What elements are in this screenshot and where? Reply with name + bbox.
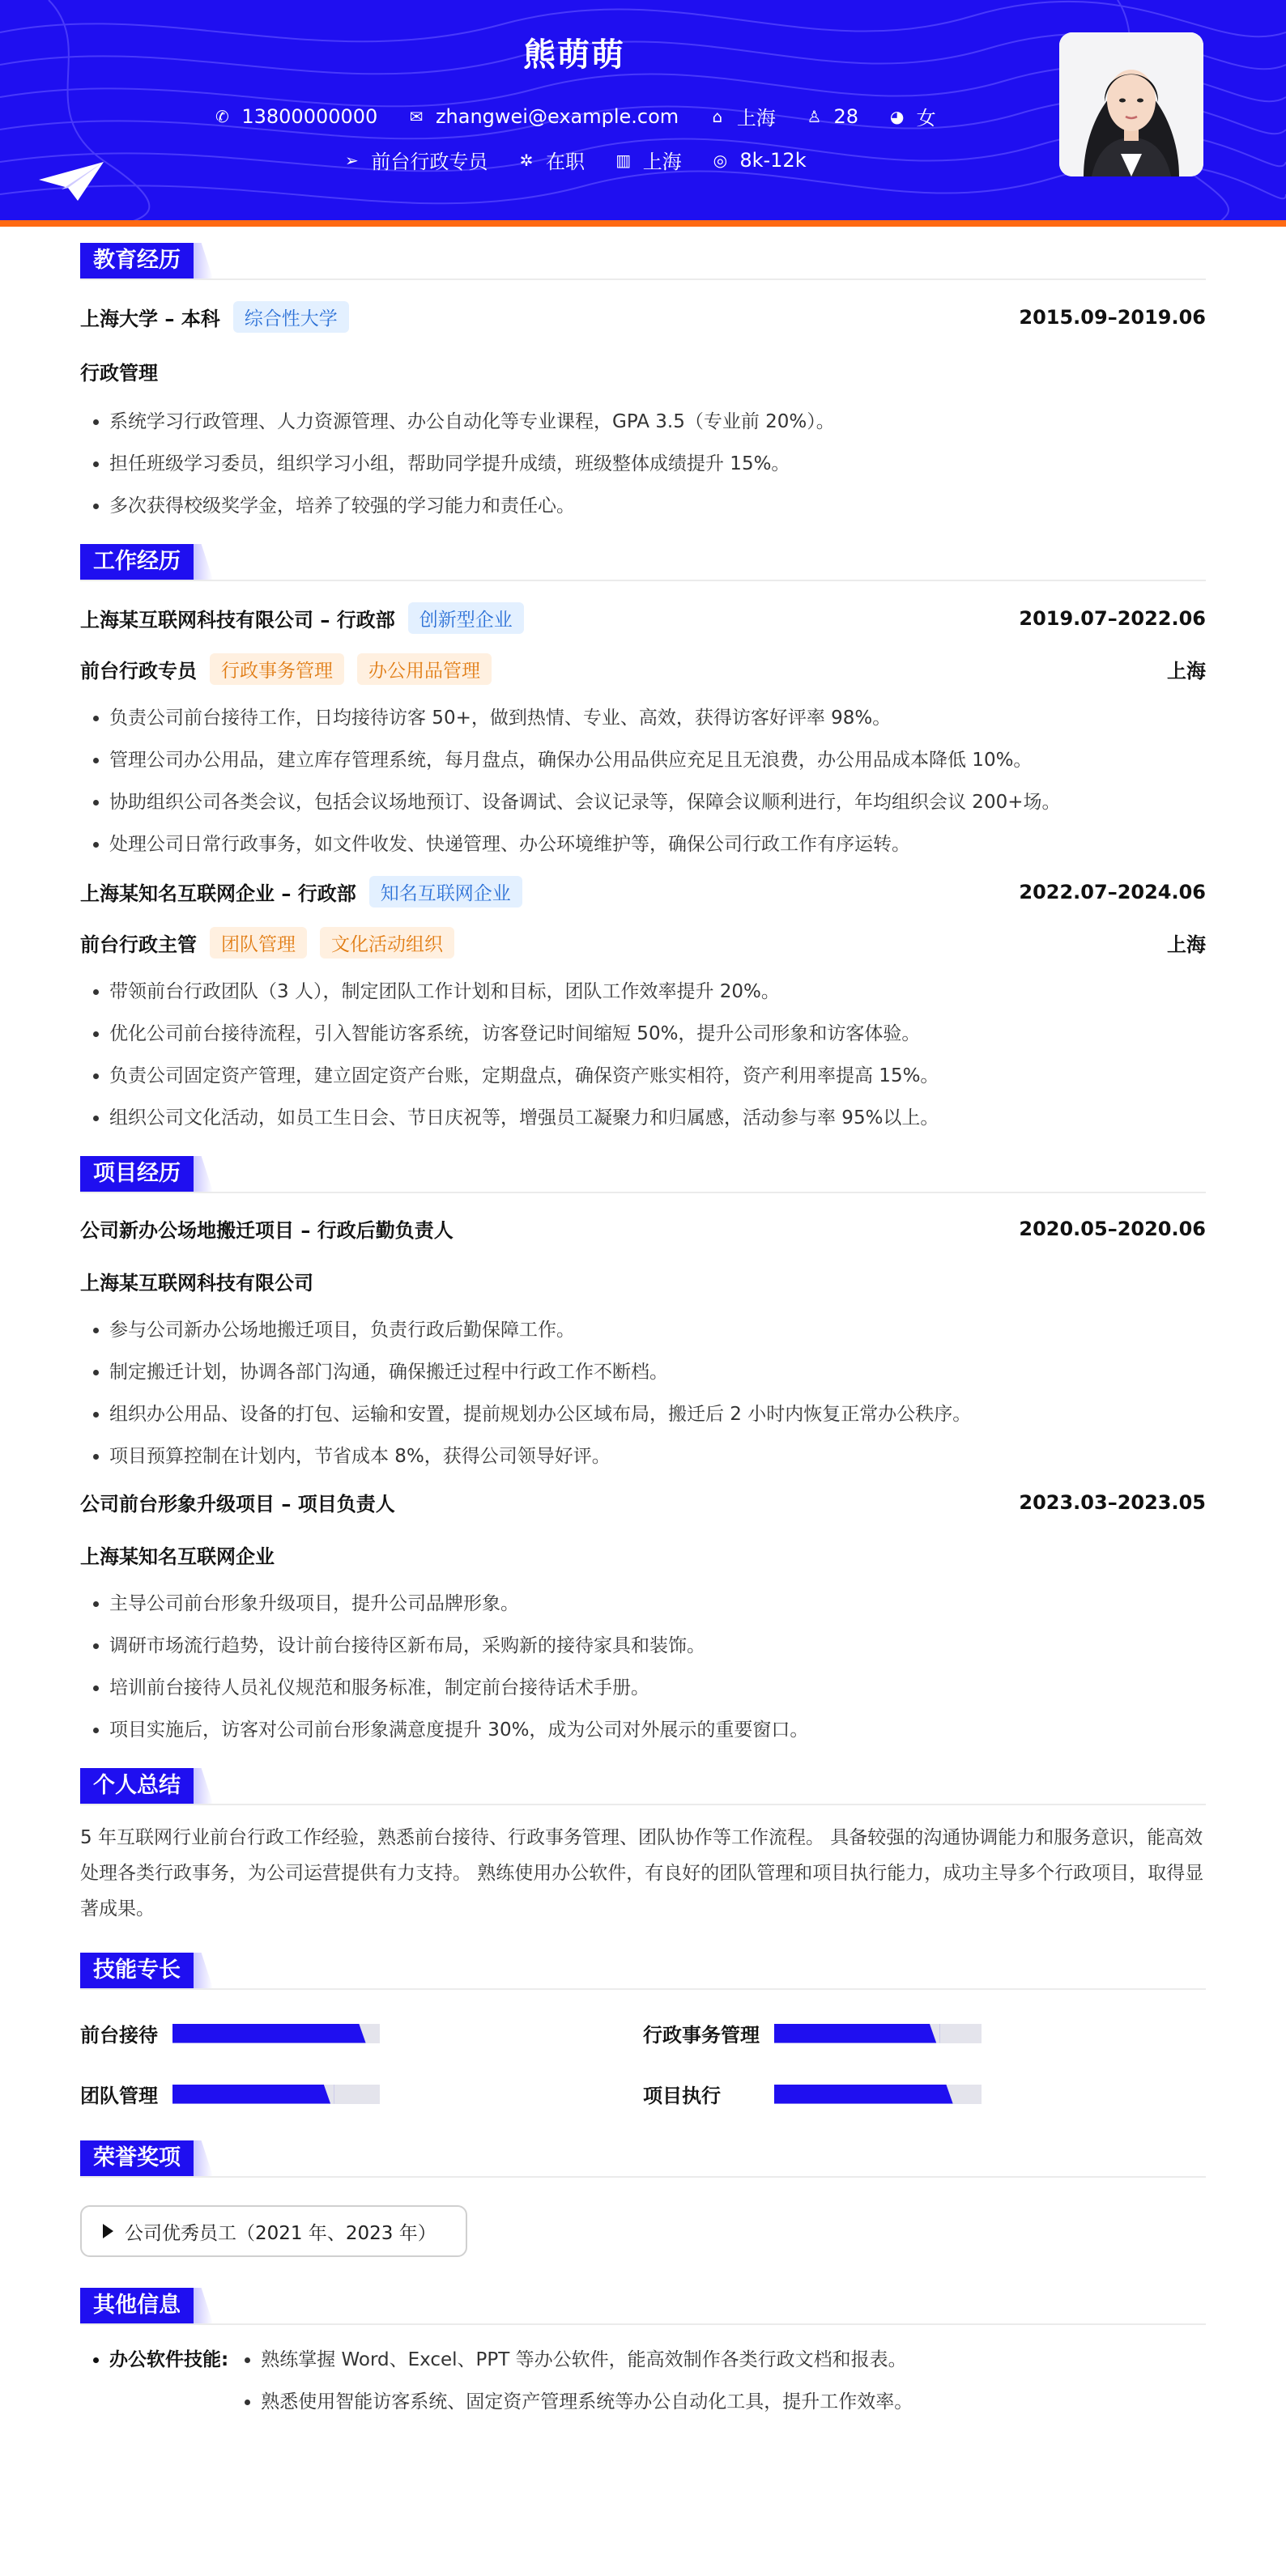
list-item: • 管理公司办公用品，建立库存管理系统，每月盘点，确保办公用品供应充足且无浪费，办公用品成本降低 10%。	[109, 750, 1206, 771]
list-item: • 系统学习行政管理、人力资源管理、办公自动化等专业课程，GPA 3.5（专业前 20%）。	[109, 411, 1206, 432]
work-role-row	[80, 653, 1206, 685]
section-title: 其他信息	[80, 2288, 194, 2323]
role-tag: 文化活动组织	[320, 927, 454, 959]
list-item: • 制定搬迁计划，协调各部门沟通，确保搬迁过程中行政工作不断档。	[109, 1362, 1206, 1383]
section-title: 教育经历	[80, 243, 194, 278]
skill-level-fill	[172, 2024, 369, 2043]
target-city-value: 上海	[642, 151, 682, 173]
education-heading	[80, 243, 1206, 280]
list-item: • 组织公司文化活动，如员工生日会、节日庆祝等，增强员工凝聚力和归属感，活动参与率 95%以上。	[109, 1107, 1206, 1129]
project-bullets	[80, 1593, 1206, 1741]
education-header	[80, 301, 1206, 333]
salary-value: 8k-12k	[739, 148, 807, 172]
work-dates: 2019.07–2022.06	[1019, 606, 1206, 630]
list-item: • 主导公司前台形象升级项目，提升公司品牌形象。	[109, 1593, 1206, 1614]
education-bullets	[80, 411, 1206, 516]
position-item	[342, 146, 488, 174]
company-name: 上海某知名互联网企业 – 行政部	[80, 882, 356, 905]
list-item: • 优化公司前台接待流程，引入智能访客系统，访客登记时间缩短 50%，提升公司形象和访客体验。	[109, 1023, 1206, 1044]
skill-bar	[774, 2085, 982, 2104]
summary-text: 5 年互联网行业前台行政工作经验，熟悉前台接待、行政事务管理、团队协作等工作流程。 具备较强的沟通协调能力和服务意识，能高效处理各类行政事务，为公司运营提供有力支持。 熟练使用办公软件，有良好的团队管理和项目执行能力，成功主导多个行政项目，取得显著成果。	[80, 1827, 1204, 1919]
age-item	[804, 105, 858, 128]
header-banner	[0, 0, 1286, 227]
email-value: zhangwei@example.com	[435, 104, 679, 128]
projects-heading	[80, 1156, 1206, 1193]
projects-section	[80, 1156, 1206, 1741]
email-item	[407, 105, 679, 128]
work-company-row	[80, 602, 1206, 634]
cake-icon: ♙	[807, 106, 822, 126]
project-title: 公司前台形象升级项目 – 项目负责人	[80, 1493, 395, 1515]
list-item: • 熟悉使用智能访客系统、固定资产管理系统等办公自动化工具，提升工作效率。	[261, 2391, 913, 2412]
work-entry	[80, 602, 1206, 855]
list-item: • 担任班级学习委员，组织学习小组，帮助同学提升成绩，班级整体成绩提升 15%。	[109, 453, 1206, 474]
project-bullets	[80, 1320, 1206, 1467]
work-dates: 2022.07–2024.06	[1019, 880, 1206, 903]
other-heading	[80, 2288, 1206, 2325]
profile-photo	[1059, 32, 1203, 176]
home-icon: ⌂	[712, 106, 723, 126]
section-title: 个人总结	[80, 1768, 194, 1804]
work-role-row	[80, 927, 1206, 959]
list-item: • 调研市场流行趋势，设计前台接待区新布局，采购新的接待家具和装饰。	[109, 1635, 1206, 1656]
phone-value: 13800000000	[241, 104, 378, 128]
skill-item	[80, 2019, 643, 2047]
gender-value: 女	[916, 107, 936, 130]
skill-item	[643, 2019, 1206, 2047]
contact-row	[0, 102, 1148, 130]
role-tag: 团队管理	[210, 927, 307, 959]
other-item	[80, 2349, 1206, 2434]
section-title: 工作经历	[80, 544, 194, 580]
list-item: • 带领前台行政团队（3 人），制定团队工作计划和目标，团队工作效率提升 20%。	[109, 981, 1206, 1002]
project-org: 上海某互联网科技有限公司	[80, 1272, 313, 1294]
project-dates: 2023.03–2023.05	[1019, 1490, 1206, 1514]
work-entry	[80, 876, 1206, 1129]
gender-item	[888, 102, 936, 130]
list-item: • 培训前台接待人员礼仪规范和服务标准，制定前台接待话术手册。	[109, 1677, 1206, 1698]
project-title-row	[80, 1488, 1206, 1516]
company-tag: 知名互联网企业	[369, 876, 522, 908]
project-org-row	[80, 1267, 1206, 1295]
skill-bar	[774, 2024, 982, 2043]
role-tag: 办公用品管理	[357, 653, 492, 685]
status-item	[517, 146, 585, 174]
city-value: 上海	[736, 107, 776, 130]
skill-level-fill	[172, 2085, 334, 2104]
company-tag: 创新型企业	[408, 602, 524, 634]
skill-name: 项目执行	[643, 2085, 721, 2107]
awards-heading	[80, 2140, 1206, 2178]
other-label-list	[80, 2349, 228, 2434]
phone-icon: ✆	[215, 106, 229, 126]
gender-icon: ◕	[889, 106, 905, 126]
school-tag: 综合性大学	[233, 301, 349, 333]
section-title: 项目经历	[80, 1156, 194, 1192]
work-section	[80, 544, 1206, 1129]
skill-item	[80, 2080, 643, 2108]
list-item: • 项目预算控制在计划内，节省成本 8%，获得公司领导好评。	[109, 1446, 1206, 1467]
skill-name: 团队管理	[80, 2085, 158, 2107]
skill-name: 前台接待	[80, 2024, 158, 2047]
role-name: 前台行政主管	[80, 933, 197, 956]
list-item: • 参与公司新办公场地搬迁项目，负责行政后勤保障工作。	[109, 1320, 1206, 1341]
money-icon: ◎	[713, 150, 728, 170]
role-name: 前台行政专员	[80, 660, 197, 682]
list-item: • 多次获得校级奖学金，培养了较强的学习能力和责任心。	[109, 495, 1206, 516]
status-icon: ✲	[519, 150, 534, 170]
project-title-row	[80, 1214, 1206, 1243]
status-value: 在职	[546, 151, 586, 173]
list-item: • 项目实施后，访客对公司前台形象满意度提升 30%，成为公司对外展示的重要窗口。	[109, 1719, 1206, 1741]
age-value: 28	[833, 104, 858, 128]
section-title: 荣誉奖项	[80, 2140, 194, 2176]
work-heading	[80, 544, 1206, 581]
skills-grid	[80, 2019, 1206, 2108]
other-label: • 办公软件技能:	[109, 2349, 228, 2370]
target-city-item	[614, 146, 682, 174]
list-item: • 负责公司固定资产管理，建立固定资产台账，定期盘点，确保资产账实相符，资产利用率提高 15%。	[109, 1065, 1206, 1086]
awards-section	[80, 2140, 1206, 2257]
role-tag: 行政事务管理	[210, 653, 344, 685]
skills-section	[80, 1953, 1206, 2108]
project-org: 上海某知名互联网企业	[80, 1545, 275, 1568]
skill-name: 行政事务管理	[643, 2024, 760, 2047]
building-icon: ▥	[615, 150, 632, 170]
work-company-row	[80, 876, 1206, 908]
skill-level-fill	[774, 2085, 956, 2104]
award-toggle[interactable]	[80, 2205, 467, 2257]
project-org-row	[80, 1541, 1206, 1569]
school-name: 上海大学 – 本科	[80, 308, 220, 330]
salary-item	[710, 149, 806, 172]
work-location: 上海	[1167, 933, 1206, 956]
candidate-name: 熊萌萌	[523, 36, 625, 74]
work-bullets	[80, 708, 1206, 855]
project-entry	[80, 1488, 1206, 1741]
education-major	[80, 357, 1206, 385]
project-entry	[80, 1214, 1206, 1467]
work-bullets	[80, 981, 1206, 1129]
list-item: • 负责公司前台接待工作，日均接待访客 50+，做到热情、专业、高效，获得访客好评率 98%。	[109, 708, 1206, 729]
major-name: 行政管理	[80, 362, 158, 385]
list-item: • 协助组织公司各类会议，包括会议场地预订、设备调试、会议记录等，保障会议顺利进行，年均组织会议 200+场。	[109, 792, 1206, 813]
section-title: 技能专长	[80, 1953, 194, 1988]
skill-bar	[172, 2085, 380, 2104]
list-item: • 组织办公用品、设备的打包、运输和安置，提前规划办公区域布局，搬迁后 2 小时内恢复正常办公秩序。	[109, 1404, 1206, 1425]
company-name: 上海某互联网科技有限公司 – 行政部	[80, 609, 395, 631]
list-item: • 处理公司日常行政事务，如文件收发、快递管理、办公环境维护等，确保公司行政工作有序运转。	[109, 834, 1206, 855]
phone-item	[212, 105, 377, 128]
skills-heading	[80, 1953, 1206, 1990]
education-section	[80, 243, 1206, 516]
project-title: 公司新办公场地搬迁项目 – 行政后勤负责人	[80, 1219, 454, 1242]
project-dates: 2020.05–2020.06	[1019, 1217, 1206, 1240]
job-intent-row	[0, 146, 1148, 174]
summary-heading	[80, 1768, 1206, 1805]
other-section	[80, 2288, 1206, 2434]
email-icon: ✉	[409, 106, 424, 126]
education-dates: 2015.09–2019.06	[1019, 305, 1206, 329]
summary-section	[80, 1768, 1206, 1927]
list-item: • 熟练掌握 Word、Excel、PPT 等办公软件，能高效制作各类行政文档和报表。	[261, 2349, 913, 2370]
other-sub-list	[228, 2349, 913, 2434]
city-item	[708, 102, 776, 130]
skill-level-fill	[774, 2024, 940, 2043]
skill-bar	[172, 2024, 380, 2043]
position-value: 前台行政专员	[371, 151, 488, 173]
disclosure-triangle-icon	[103, 2224, 113, 2238]
skill-item	[643, 2080, 1206, 2108]
work-location: 上海	[1167, 660, 1206, 682]
send-icon: ➢	[345, 150, 359, 170]
award-text: 公司优秀员工（2021 年、2023 年）	[125, 2222, 436, 2244]
